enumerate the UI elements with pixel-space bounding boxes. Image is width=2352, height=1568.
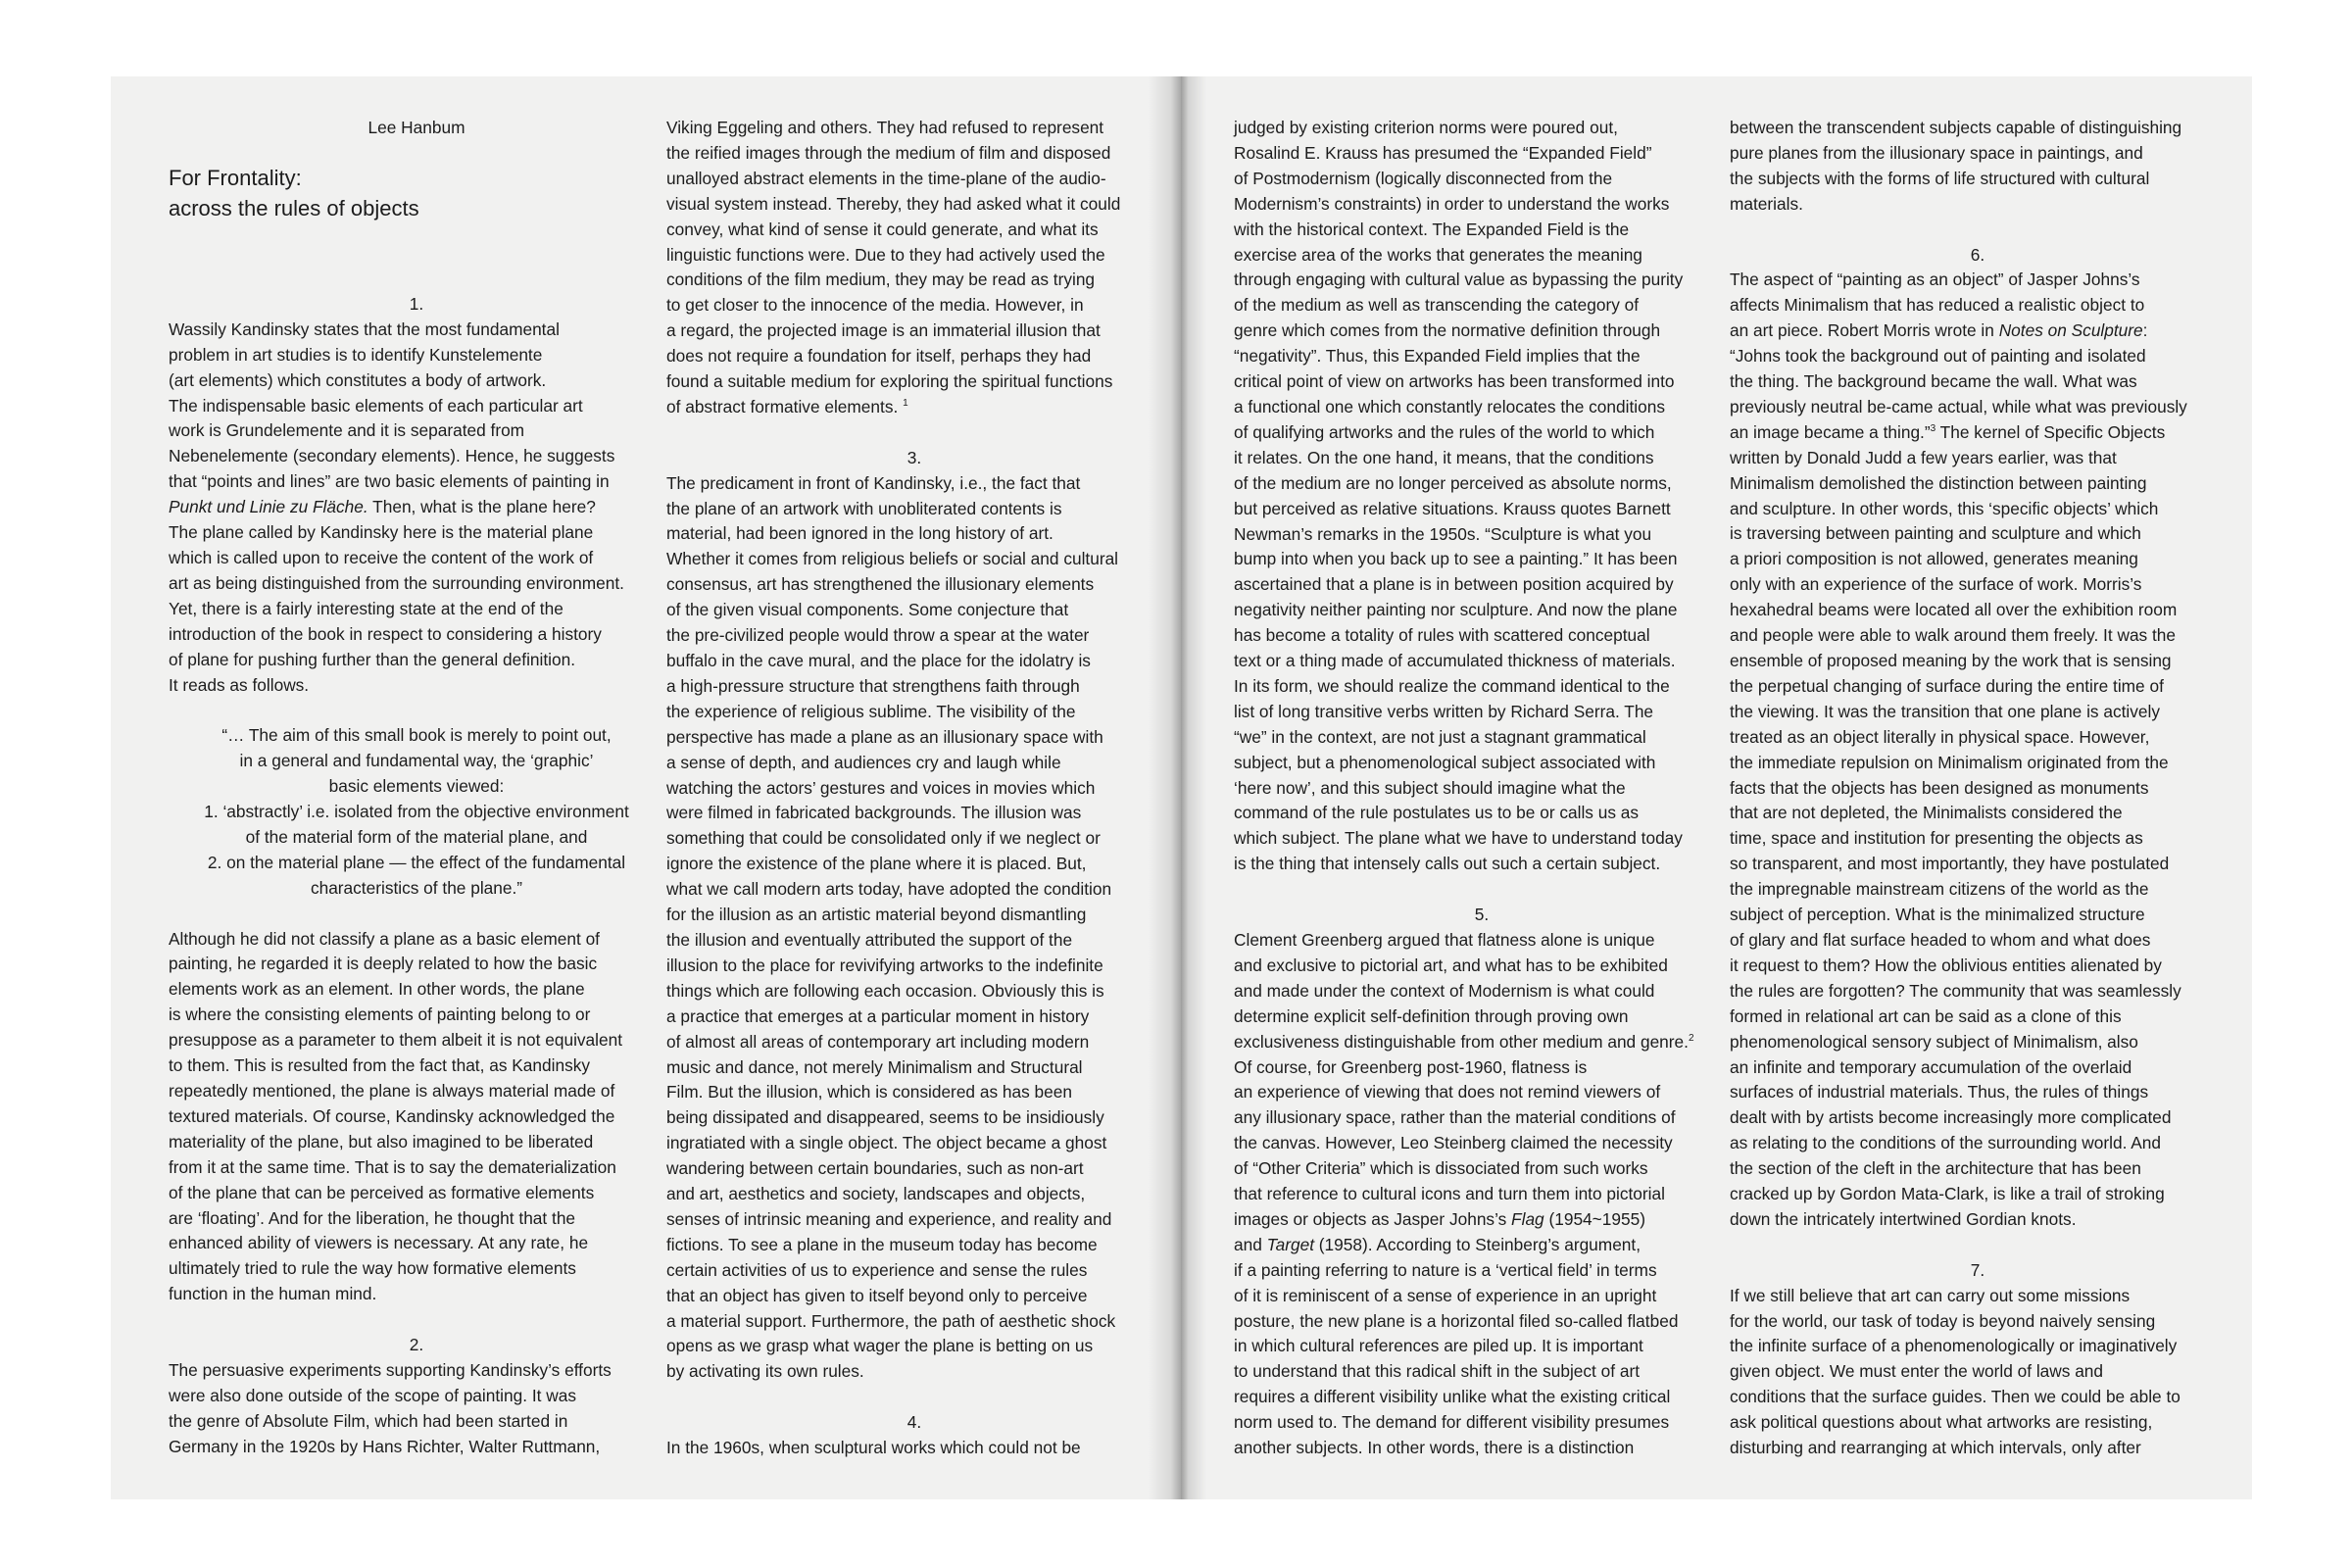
text-line: material, had been ignored in the long history of art. bbox=[666, 523, 1054, 544]
text-line: certain activities of us to experience and sense the rules bbox=[666, 1259, 1088, 1280]
text-line: critical point of view on artworks has been transformed into bbox=[1234, 371, 1675, 392]
text-line: visual system instead. Thereby, they had asked what it could bbox=[666, 193, 1121, 214]
text-line: ascertained that a plane is in between position acquired by bbox=[1234, 574, 1674, 595]
text-fragment: (1958). According to Steinberg’s argument, bbox=[1314, 1234, 1642, 1254]
text-line: work is Grundelemente and it is separated from bbox=[169, 420, 525, 441]
footnote-marker: 2 bbox=[1688, 1032, 1694, 1044]
text-line: The indispensable basic elements of each particular art bbox=[169, 395, 583, 416]
text-line bbox=[1234, 1233, 1730, 1258]
text-line: If we still believe that art can carry out some missions bbox=[1730, 1285, 2131, 1305]
section-2-continued bbox=[666, 116, 1162, 420]
section-number: 1. bbox=[409, 293, 424, 314]
text-fragment: and bbox=[1234, 1234, 1267, 1254]
text-line: ignore the existence of the plane where it is placed. But, bbox=[666, 854, 1087, 874]
text-line: if a painting referring to nature is a ‘vertical field’ in terms bbox=[1234, 1259, 1657, 1280]
quote-line: 1. ‘abstractly’ i.e. isolated from the objective environment bbox=[204, 802, 629, 822]
text-line: being dissipated and disappeared, seems to be insidiously bbox=[666, 1107, 1104, 1128]
text-fragment: exclusiveness distinguishable from other medium and genre. bbox=[1234, 1031, 1689, 1052]
block-quote bbox=[169, 723, 664, 901]
text-line: It reads as follows. bbox=[169, 674, 310, 695]
text-line: by activating its own rules. bbox=[666, 1361, 864, 1382]
text-fragment: an art piece. Robert Morris wrote in bbox=[1730, 320, 1999, 341]
text-line: to understand that this radical shift in the subject of art bbox=[1234, 1361, 1641, 1382]
section-2-text bbox=[169, 1358, 664, 1460]
text-line: genre which comes from the normative definition through bbox=[1234, 320, 1661, 341]
text-line: Whether it comes from religious beliefs or social and cultural bbox=[666, 549, 1119, 569]
text-line: of almost all areas of contemporary art including modern bbox=[666, 1031, 1090, 1052]
text-line: treated as an object literally in physical space. However, bbox=[1730, 726, 2150, 747]
text-line: convey, what kind of sense it could generate, and what its bbox=[666, 219, 1099, 239]
text-line: what we call modern arts today, have adopted the condition bbox=[666, 879, 1112, 900]
text-line: an infinite and temporary accumulation of the overlaid bbox=[1730, 1056, 2132, 1077]
text-line: “negativity”. Thus, this Expanded Field implies that the bbox=[1234, 346, 1641, 367]
text-fragment: an image became a thing.” bbox=[1730, 421, 1931, 442]
text-line: for the illusion as an artistic material beyond dismantling bbox=[666, 905, 1087, 925]
text-line: hexahedral beams were located all over the exhibition room bbox=[1730, 600, 2178, 620]
title-line: For Frontality: bbox=[169, 165, 302, 190]
text-line: written by Donald Judd a few years earlier, was that bbox=[1730, 447, 2117, 467]
text-line: which subject. The plane what we have to understand today bbox=[1234, 828, 1683, 849]
text-line: repeatedly mentioned, the plane is always material made of bbox=[169, 1080, 615, 1101]
column-1 bbox=[169, 116, 664, 1460]
text-line: “we” in the context, are not just a stagnant grammatical bbox=[1234, 726, 1646, 747]
footnote-marker: 1 bbox=[903, 398, 908, 410]
text-line: Yet, there is a fairly interesting state at the end of the bbox=[169, 598, 564, 618]
text-line: to get closer to the innocence of the media. However, in bbox=[666, 295, 1084, 316]
text-line: previously neutral be-came actual, while what was previously bbox=[1730, 396, 2187, 416]
book-title: Punkt und Linie zu Fläche. bbox=[169, 497, 368, 517]
text-line: materials. bbox=[1730, 193, 1803, 214]
text-line: is where the consisting elements of painting belong to or bbox=[169, 1004, 591, 1025]
text-line: disturbing and rearranging at which intervals, only after bbox=[1730, 1438, 2141, 1458]
section-number: 6. bbox=[1970, 244, 1985, 265]
text-line: cracked up by Gordon Mata-Clark, is like a trail of stroking bbox=[1730, 1184, 2165, 1204]
text-line: were also done outside of the scope of painting. It was bbox=[169, 1385, 576, 1405]
text-line: but perceived as relative situations. Krauss quotes Barnett bbox=[1234, 498, 1671, 518]
column-2 bbox=[666, 116, 1162, 1461]
text-fragment: of abstract formative elements. bbox=[666, 396, 899, 416]
section-number: 3. bbox=[906, 447, 922, 467]
text-line: which is called upon to receive the content of the work of bbox=[169, 547, 594, 567]
text-line: ultimately tried to rule the way how formative elements bbox=[169, 1258, 576, 1279]
text-line: of Postmodernism (logically disconnected from the bbox=[1234, 168, 1613, 188]
text-line bbox=[1234, 1030, 1730, 1055]
text-line: that are not depleted, the Minimalists considered the bbox=[1730, 803, 2123, 823]
text-line: conditions that the surface guides. Then we could be able to bbox=[1730, 1387, 2180, 1407]
text-line: the section of the cleft in the architecture that has been bbox=[1730, 1158, 2141, 1179]
artwork-title: Flag bbox=[1511, 1208, 1544, 1229]
quote-line: 2. on the material plane — the effect of the fundamental bbox=[207, 852, 626, 872]
text-line: In the 1960s, when sculptural works which could not be bbox=[666, 1438, 1081, 1458]
text-line: an experience of viewing that does not remind viewers of bbox=[1234, 1082, 1661, 1102]
text-line: function in the human mind. bbox=[169, 1284, 377, 1304]
text-line: watching the actors’ gestures and voices in movies which bbox=[666, 777, 1096, 798]
text-line: as relating to the conditions of the surrounding world. And bbox=[1730, 1133, 2161, 1153]
text-fragment: : bbox=[2142, 320, 2148, 341]
footnote-marker: 3 bbox=[1930, 423, 1936, 435]
title-line: across the rules of objects bbox=[169, 195, 419, 220]
text-line: Of course, for Greenberg post-1960, flatness is bbox=[1234, 1056, 1588, 1077]
section-number: 7. bbox=[1970, 1259, 1985, 1280]
text-line: down the intricately intertwined Gordian knots. bbox=[1730, 1208, 2077, 1229]
text-line: The aspect of “painting as an object” of Jasper Johns’s bbox=[1730, 270, 2140, 290]
text-line: list of long transitive verbs written by Richard Serra. The bbox=[1234, 701, 1654, 721]
text-line: facts that the objects has been designed as monuments bbox=[1730, 777, 2149, 798]
text-line: the viewing. It was the transition that one plane is actively bbox=[1730, 701, 2160, 721]
text-line: elements work as an element. In other words, the plane bbox=[169, 979, 585, 1000]
text-line: of qualifying artworks and the rules of the world to which bbox=[1234, 421, 1655, 442]
text-line: is traversing between painting and sculpture and which bbox=[1730, 523, 2141, 544]
section-number: 5. bbox=[1474, 905, 1490, 925]
text-line: and art, aesthetics and society, landscapes and objects, bbox=[666, 1184, 1086, 1204]
text-line: posture, the new plane is a horizontal filed so-called flatbed bbox=[1234, 1310, 1679, 1331]
text-line: of the medium as well as transcending the category of bbox=[1234, 295, 1640, 316]
text-line: Newman’s remarks in the 1950s. “Sculpture is what you bbox=[1234, 523, 1652, 544]
text-line: Rosalind E. Krauss has presumed the “Expanded Field” bbox=[1234, 142, 1652, 163]
text-line: with the historical context. The Expanded Field is the bbox=[1234, 219, 1630, 239]
text-line: that “points and lines” are two basic elements of painting in bbox=[169, 471, 610, 492]
section-5-text bbox=[1234, 928, 1730, 1461]
text-line: problem in art studies is to identify Kunstelemente bbox=[169, 344, 543, 365]
text-line: a priori composition is not allowed, generates meaning bbox=[1730, 549, 2138, 569]
text-line: it request to them? How the oblivious entities alienated by bbox=[1730, 955, 2162, 975]
author-name: Lee Hanbum bbox=[368, 118, 466, 137]
section-5-continued bbox=[1730, 116, 2226, 218]
text-line: a high-pressure structure that strengthens faith through bbox=[666, 675, 1080, 696]
text-line: things which are following each occasion. Obviously this is bbox=[666, 980, 1104, 1001]
text-line: between the transcendent subjects capable of distinguishing bbox=[1730, 118, 2182, 137]
section-4-text bbox=[666, 1436, 1162, 1461]
section-6-text bbox=[1730, 268, 2226, 1232]
text-line: of it is reminiscent of a sense of experience in an upright bbox=[1234, 1285, 1657, 1305]
text-line: and sculpture. In other words, this ‘specific objects’ which bbox=[1730, 498, 2159, 518]
text-line: another subjects. In other words, there is a distinction bbox=[1234, 1438, 1635, 1458]
text-line: and made under the context of Modernism is what could bbox=[1234, 980, 1655, 1001]
text-line: textured materials. Of course, Kandinsky acknowledged the bbox=[169, 1105, 615, 1126]
section-3-text bbox=[666, 471, 1162, 1386]
text-line: music and dance, not merely Minimalism and Structural bbox=[666, 1056, 1083, 1077]
text-line: “Johns took the background out of painting and isolated bbox=[1730, 346, 2146, 367]
text-line: that an object has given to itself beyond only to perceive bbox=[666, 1285, 1088, 1305]
text-line: Germany in the 1920s by Hans Richter, Walter Ruttmann, bbox=[169, 1436, 601, 1456]
text-line bbox=[1234, 1207, 1730, 1233]
article-title bbox=[169, 163, 664, 223]
text-line: ‘here now’, and this subject should imagine what the bbox=[1234, 777, 1626, 798]
text-line: affects Minimalism that has reduced a realistic object to bbox=[1730, 295, 2145, 316]
text-line: it relates. On the one hand, it means, that the conditions bbox=[1234, 447, 1654, 467]
text-line: command of the rule postulates us to be or calls us as bbox=[1234, 803, 1640, 823]
text-line: the infinite surface of a phenomenologically or imaginatively bbox=[1730, 1336, 2178, 1356]
text-line: buffalo in the cave mural, and the place for the idolatry is bbox=[666, 651, 1091, 671]
text-line: the illusion and eventually attributed the support of the bbox=[666, 929, 1073, 950]
text-line: time, space and institution for presenting the objects as bbox=[1730, 828, 2143, 849]
text-line: senses of intrinsic meaning and experience, and reality and bbox=[666, 1208, 1112, 1229]
text-line: linguistic functions were. Due to they had actively used the bbox=[666, 244, 1105, 265]
text-line: illusion to the place for revivifying artworks to the indefinite bbox=[666, 955, 1103, 975]
section-4-continued bbox=[1234, 116, 1730, 877]
section-1-text bbox=[169, 318, 664, 699]
text-line: and people were able to walk around them freely. It was the bbox=[1730, 625, 2177, 646]
text-line: the pre-civilized people would throw a spear at the water bbox=[666, 625, 1090, 646]
text-line: of glary and flat surface headed to whom and what does bbox=[1730, 929, 2151, 950]
text-line: only with an experience of the surface of work. Morris’s bbox=[1730, 574, 2142, 595]
text-line: were filmed in fabricated backgrounds. The illusion was bbox=[666, 803, 1082, 823]
book-title: Notes on Sculpture bbox=[1998, 320, 2143, 341]
text-line: opens as we grasp what wager the plane is betting on us bbox=[666, 1336, 1094, 1356]
text-line: so transparent, and most importantly, they have postulated bbox=[1730, 854, 2170, 874]
text-line bbox=[169, 495, 664, 520]
text-line: presuppose as a parameter to them albeit it is not equivalent bbox=[169, 1030, 623, 1051]
text-line: of “Other Criteria” which is dissociated from such works bbox=[1234, 1158, 1648, 1179]
text-line: something that could be consolidated only if we neglect or bbox=[666, 828, 1101, 849]
text-line: is the thing that intensely calls out such a certain subject. bbox=[1234, 854, 1661, 874]
text-line: of plane for pushing further than the general definition. bbox=[169, 649, 576, 669]
text-line: pure planes from the illusionary space in paintings, and bbox=[1730, 142, 2143, 163]
text-fragment: The kernel of Specific Objects bbox=[1936, 421, 2166, 442]
text-line: The persuasive experiments supporting Kandinsky’s efforts bbox=[169, 1359, 612, 1380]
text-line: any illusionary space, rather than the material conditions of bbox=[1234, 1107, 1676, 1128]
text-line: unalloyed abstract elements in the time-plane of the audio- bbox=[666, 168, 1106, 188]
left-page bbox=[111, 76, 1181, 1499]
text-line: from it at the same time. That is to say the dematerialization bbox=[169, 1156, 616, 1177]
text-line: ensemble of proposed meaning by the work that is sensing bbox=[1730, 651, 2172, 671]
text-line: Viking Eggeling and others. They had refused to represent bbox=[666, 118, 1104, 137]
text-line: through engaging with cultural value as bypassing the purity bbox=[1234, 270, 1684, 290]
text-line: bump into when you back up to see a painting.” It has been bbox=[1234, 549, 1678, 569]
text-line: painting, he regarded it is deeply related to how the basic bbox=[169, 954, 598, 974]
text-line: Wassily Kandinsky states that the most fundamental bbox=[169, 318, 560, 339]
text-line: has become a totality of rules with scattered conceptual bbox=[1234, 625, 1650, 646]
text-line: conditions of the film medium, they may be read as trying bbox=[666, 270, 1096, 290]
text-line: ingratiated with a single object. The object became a ghost bbox=[666, 1133, 1107, 1153]
text-line: the immediate repulsion on Minimalism originated from the bbox=[1730, 752, 2169, 772]
text-line: fictions. To see a plane in the museum today has become bbox=[666, 1234, 1098, 1254]
text-line: the experience of religious sublime. The visibility of the bbox=[666, 701, 1076, 721]
text-line: the genre of Absolute Film, which had been started in bbox=[169, 1410, 568, 1431]
quote-line: characteristics of the plane.” bbox=[310, 877, 523, 898]
text-line: judged by existing criterion norms were poured out, bbox=[1234, 118, 1618, 137]
gutter-shadow bbox=[1181, 76, 1206, 1499]
text-line: to them. This is resulted from the fact that, as Kandinsky bbox=[169, 1055, 590, 1076]
right-page bbox=[1181, 76, 2252, 1499]
text-line: Minimalism demolished the distinction between painting bbox=[1730, 472, 2147, 493]
text-line: for the world, our task of today is beyond naively sensing bbox=[1730, 1310, 2156, 1331]
quote-line: of the material form of the material plane, and bbox=[245, 826, 588, 847]
text-fragment: Then, what is the plane here? bbox=[368, 497, 596, 517]
quote-line: in a general and fundamental way, the ‘graphic’ bbox=[239, 751, 594, 771]
quote-line: basic elements viewed: bbox=[328, 776, 505, 797]
column-3 bbox=[1234, 116, 1730, 1461]
text-line: are ‘floating’. And for the liberation, he thought that the bbox=[169, 1207, 576, 1228]
text-line: in which cultural references are piled up. It is important bbox=[1234, 1336, 1643, 1356]
text-line bbox=[666, 395, 1162, 420]
text-line: formed in relational art can be said as a clone of this bbox=[1730, 1005, 2122, 1026]
text-line: ask political questions about what artworks are resisting, bbox=[1730, 1412, 2153, 1433]
text-line: text or a thing made of accumulated thickness of materials. bbox=[1234, 651, 1676, 671]
text-line: wandering between certain boundaries, such as non-art bbox=[666, 1158, 1084, 1179]
text-line: the plane of an artwork with unobliterated contents is bbox=[666, 498, 1062, 518]
artwork-title: Target bbox=[1266, 1234, 1314, 1254]
column-4 bbox=[1730, 116, 2226, 1461]
section-number: 4. bbox=[906, 1412, 922, 1433]
text-line: phenomenological sensory subject of Minimalism, also bbox=[1730, 1031, 2138, 1052]
text-line: and exclusive to pictorial art, and what has to be exhibited bbox=[1234, 955, 1668, 975]
text-line: In its form, we should realize the command identical to the bbox=[1234, 675, 1670, 696]
text-line: negativity neither painting nor sculpture. And now the plane bbox=[1234, 600, 1678, 620]
quote-line: “… The aim of this small book is merely to point out, bbox=[221, 725, 612, 746]
section-number: 2. bbox=[409, 1335, 424, 1355]
text-line: determine explicit self-definition through proving own bbox=[1234, 1005, 1629, 1026]
text-line: a regard, the projected image is an immaterial illusion that bbox=[666, 320, 1101, 341]
text-line: Modernism’s constraints) in order to understand the works bbox=[1234, 193, 1670, 214]
text-line: the subjects with the forms of life structured with cultural bbox=[1730, 168, 2150, 188]
text-line: a sense of depth, and audiences cry and laugh while bbox=[666, 752, 1061, 772]
text-line: subject of perception. What is the minimalized structure bbox=[1730, 905, 2145, 925]
text-line: The predicament in front of Kandinsky, i.e., the fact that bbox=[666, 472, 1081, 493]
text-line: the reified images through the medium of film and disposed bbox=[666, 142, 1111, 163]
text-line: found a suitable medium for exploring the spiritual functions bbox=[666, 371, 1113, 392]
section-7-text bbox=[1730, 1284, 2226, 1461]
text-line bbox=[1730, 318, 2226, 344]
text-line: Clement Greenberg argued that flatness alone is unique bbox=[1234, 929, 1655, 950]
text-line: a material support. Furthermore, the path of aesthetic shock bbox=[666, 1310, 1116, 1331]
text-line: dealt with by artists become increasingly more complicated bbox=[1730, 1107, 2172, 1128]
text-line: the thing. The background became the wall. What was bbox=[1730, 371, 2137, 392]
text-line: a functional one which constantly relocates the conditions bbox=[1234, 396, 1665, 416]
paragraph bbox=[169, 927, 664, 1308]
text-line bbox=[1730, 420, 2226, 446]
text-line: Although he did not classify a plane as a basic element of bbox=[169, 928, 600, 949]
text-line: exercise area of the works that generates the meaning bbox=[1234, 244, 1642, 265]
text-line: Nebenelemente (secondary elements). Hence, he suggests bbox=[169, 446, 615, 466]
text-line: given object. We must enter the world of laws and bbox=[1730, 1361, 2104, 1382]
text-line: Film. But the illusion, which is considered as has been bbox=[666, 1082, 1072, 1102]
text-line: the perpetual changing of surface during the entire time of bbox=[1730, 675, 2164, 696]
text-line: introduction of the book in respect to considering a history bbox=[169, 623, 602, 644]
text-line: subject, but a phenomenological subject associated with bbox=[1234, 752, 1656, 772]
text-line: materiality of the plane, but also imagined to be liberated bbox=[169, 1131, 594, 1152]
text-line: The plane called by Kandinsky here is the material plane bbox=[169, 522, 594, 543]
text-line: the rules are forgotten? The community that was seamlessly bbox=[1730, 980, 2181, 1001]
text-line: enhanced ability of viewers is necessary. At any rate, he bbox=[169, 1233, 589, 1253]
text-line: norm used to. The demand for different visibility presumes bbox=[1234, 1412, 1670, 1433]
text-line: requires a different visibility unlike what the existing critical bbox=[1234, 1387, 1671, 1407]
text-line: art as being distinguished from the surrounding environment. bbox=[169, 572, 624, 593]
text-fragment: images or objects as Jasper Johns’s bbox=[1234, 1208, 1512, 1229]
text-line: the impregnable mainstream citizens of the world as the bbox=[1730, 879, 2149, 900]
text-line: the canvas. However, Leo Steinberg claimed the necessity bbox=[1234, 1133, 1673, 1153]
text-fragment: (1954~1955) bbox=[1544, 1208, 1645, 1229]
text-line: of the plane that can be perceived as formative elements bbox=[169, 1182, 595, 1202]
text-line: of the medium are no longer perceived as absolute norms, bbox=[1234, 472, 1672, 493]
text-line: consensus, art has strengthened the illusionary elements bbox=[666, 574, 1095, 595]
text-line: a practice that emerges at a particular moment in history bbox=[666, 1005, 1090, 1026]
text-line: of the given visual components. Some conjecture that bbox=[666, 600, 1069, 620]
text-line: surfaces of industrial materials. Thus, the rules of things bbox=[1730, 1082, 2149, 1102]
text-line: does not require a foundation for itself, perhaps they had bbox=[666, 346, 1092, 367]
text-line: that reference to cultural icons and turn them into pictorial bbox=[1234, 1184, 1665, 1204]
text-line: (art elements) which constitutes a body of artwork. bbox=[169, 369, 547, 390]
text-line: perspective has made a plane as an illusionary space with bbox=[666, 726, 1103, 747]
